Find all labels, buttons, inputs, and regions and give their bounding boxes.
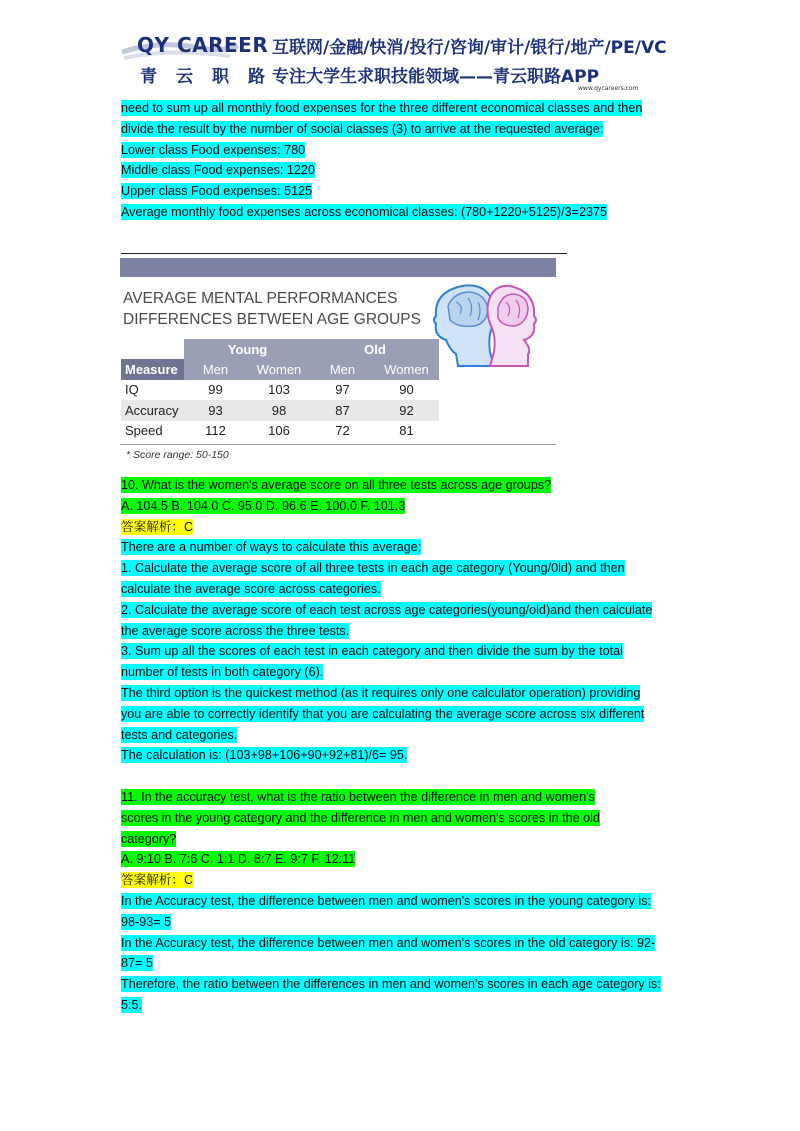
q10-explanation-line: The third option is the quickest method (as it requires only one calculator operation) providing	[121, 685, 641, 700]
logo-text: QY CAREER	[137, 33, 269, 57]
intro-line: need to sum up all monthly food expenses for the three different economical classes and then	[121, 101, 643, 115]
q10-explanation-line: 3. Sum up all the scores of each test in each category and then divide the sum by the total	[121, 644, 623, 659]
q10-explanation-line: 2. Calculate the average score of each test across age categories(young/old)and then calculate	[121, 602, 653, 617]
table-header-row	[121, 359, 439, 379]
table-cell: 112	[205, 423, 226, 439]
table-cell: 90	[399, 382, 414, 398]
q11-options: A. 9:10 B. 7:6 C. 1:1 D. 8:7 E. 9:7 F. 12:11	[121, 852, 356, 867]
table-cell: 99	[208, 382, 223, 398]
intro-line: Lower class Food expenses: 780	[121, 142, 306, 157]
table-row	[121, 421, 439, 441]
q10-question: 10. What is the women's average score on all three tests across age groups?	[121, 478, 552, 492]
table-cell: 106	[268, 423, 290, 439]
table-cell: 97	[335, 382, 350, 398]
page-header	[0, 0, 800, 100]
header-industries: 互联网/金融/快消/投行/咨询/审计/银行/地产/PE/VC	[272, 38, 667, 58]
table-row	[121, 380, 439, 400]
header-slogan: 专注大学生求职技能领域——青云职路APP	[272, 67, 600, 87]
section-divider	[121, 253, 567, 254]
q11-explanation-line: 98-93= 5	[121, 914, 172, 929]
q10-explanation-line: you are able to correctly identify that you are calculating the average score across six different	[121, 706, 645, 721]
group-old: Old	[311, 339, 439, 359]
mental-performance-figure	[120, 258, 556, 464]
col-header: Men	[184, 359, 247, 379]
q11-explanation-line: In the Accuracy test, the difference between men and women's scores in the young category is:	[121, 893, 652, 908]
figure-title: AVERAGE MENTAL PERFORMANCES DIFFERENCES BETWEEN AGE GROUPS	[123, 290, 421, 328]
logo-chinese: 青云职路	[140, 67, 284, 87]
table-cell: 98	[247, 400, 311, 420]
figure-top-band	[120, 258, 556, 277]
table-row	[121, 400, 439, 420]
q10-explanation-line: 1. Calculate the average score of all three tests in each age category (Young/0ld) and then	[121, 561, 625, 576]
q11-explanation-line: 5:5.	[121, 997, 143, 1012]
score-range-note: * Score range: 50-150	[126, 449, 229, 461]
q10-options: A. 104.5 B. 104.0 C. 95.0 D. 96.6 E. 100.0 F. 101.3	[121, 498, 406, 513]
table-cell: 72	[335, 423, 350, 439]
q10-explanation-line: calculate the average score across categories.	[121, 581, 381, 596]
intro-line: divide the result by the number of social classes (3) to arrive at the requested average:	[121, 121, 604, 136]
q10-explanation-line: tests and categories.	[121, 727, 238, 742]
q11-question: 11. In the accuracy test, what is the ratio between the difference in men and women's	[121, 789, 595, 804]
q10-explanation-line: There are a number of ways to calculate this average:	[121, 540, 422, 555]
row-label: Accuracy	[121, 400, 184, 420]
col-header: Women	[247, 359, 311, 379]
row-label: Speed	[125, 423, 163, 439]
scores-table	[121, 339, 439, 441]
q10-explanation-line: number of tests in both category (6).	[121, 665, 324, 680]
brain-heads-icon	[428, 280, 552, 368]
figure-rule	[120, 444, 556, 445]
table-cell: 87	[311, 400, 374, 420]
intro-line: Middle class Food expenses: 1220	[121, 163, 315, 178]
row-label: IQ	[125, 382, 139, 398]
header-website: www.qycareers.com	[578, 85, 639, 92]
q10-answer: 答案解析：C	[121, 519, 194, 534]
q11-question: category?	[121, 831, 177, 846]
questions-block	[121, 475, 681, 1016]
q11-answer: 答案解析：C	[121, 873, 194, 888]
table-cell: 103	[268, 382, 290, 398]
measure-header: Measure	[121, 359, 184, 379]
table-cell: 92	[374, 400, 439, 420]
col-header: Women	[374, 359, 439, 379]
spacer	[121, 766, 681, 787]
q11-explanation-line: In the Accuracy test, the difference between men and women's scores in the old category is: 92-	[121, 935, 656, 950]
table-group-row	[121, 339, 439, 359]
intro-line: Average monthly food expenses across economical classes: (780+1220+5125)/3=2375	[121, 204, 607, 219]
q10-explanation-line: The calculation is: (103+98+106+90+92+81)/6= 95.	[121, 748, 408, 763]
col-header: Men	[311, 359, 374, 379]
table-cell: 81	[399, 423, 414, 439]
q11-question: scores in the young category and the difference in men and women's scores in the old	[121, 810, 600, 825]
intro-block	[121, 98, 681, 223]
q11-explanation-line: 87= 5	[121, 956, 153, 971]
q11-explanation-line: Therefore, the ratio between the differences in men and women's scores in each age category is:	[121, 977, 661, 992]
group-young: Young	[184, 339, 311, 359]
intro-line: Upper class Food expenses: 5125	[121, 184, 313, 199]
q10-explanation-line: the average score across the three tests.	[121, 623, 350, 638]
table-cell: 93	[184, 400, 247, 420]
